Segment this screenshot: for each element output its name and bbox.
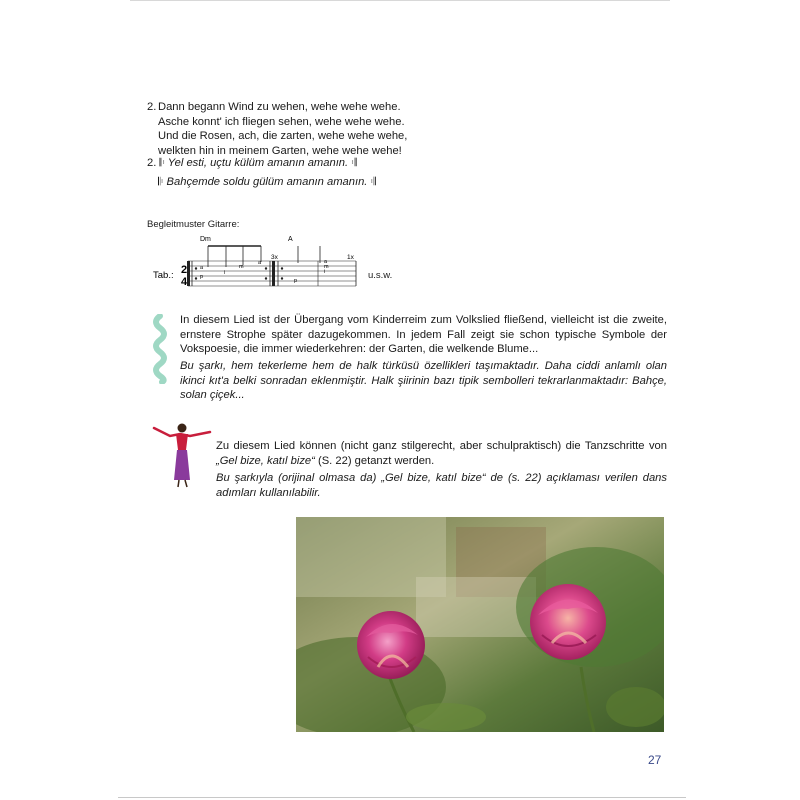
- dance-note-turkish: Bu şarkıyla (orijinal olmasa da) „Gel bize, katıl bize“ de (s. 22) açıklaması verilen dans adımları kullanılabilir.: [216, 472, 667, 499]
- dance-note-german: [216, 439, 667, 468]
- time-signature-top: 2: [181, 264, 188, 276]
- chord-dm: Dm: [200, 236, 211, 243]
- repeat-start-icon: 𝄆: [158, 176, 164, 188]
- svg-text:i: i: [324, 269, 326, 275]
- dance-note-text: Zu diesem Lied können (nicht ganz stilgerecht, aber schulpraktisch) die Tanzschritte von: [216, 440, 667, 452]
- verse-number: 2.: [147, 101, 157, 113]
- svg-text:p: p: [200, 274, 204, 280]
- turkish-verse-number: 2.: [147, 157, 157, 169]
- usw-label: u.s.w.: [368, 270, 393, 281]
- chord-a: A: [288, 236, 293, 243]
- rose-photo: [296, 517, 664, 732]
- top-rule: [130, 0, 670, 1]
- dance-note-text-end: (S. 22) getanzt werden.: [314, 454, 435, 467]
- wave-marker-icon: [150, 314, 170, 384]
- repeat-count-2: 1x: [347, 254, 354, 261]
- time-signature-bottom: 4: [181, 276, 188, 288]
- dance-title-ref: „Gel bize, katıl bize“: [216, 454, 315, 467]
- turkish-verse-line-1: [147, 157, 357, 170]
- verse-line-1: Dann begann Wind zu wehen, wehe wehe wehe.: [158, 101, 401, 113]
- svg-text:p: p: [294, 278, 298, 284]
- repeat-end-icon: 𝄇: [370, 176, 376, 188]
- turkish-line-1-text: Yel esti, uçtu külüm amanın amanın.: [167, 157, 349, 169]
- svg-text:a: a: [200, 265, 204, 271]
- verse-german: [147, 100, 407, 158]
- svg-text:m: m: [324, 264, 329, 270]
- verse-line-2: Asche konnt' ich fliegen sehen, wehe wehe wehe.: [158, 115, 405, 128]
- guitar-pattern-label: Begleitmuster Gitarre:: [147, 219, 240, 230]
- svg-text:a: a: [324, 259, 328, 265]
- svg-text:i: i: [224, 270, 226, 276]
- svg-text:a: a: [258, 260, 262, 266]
- tab-label: Tab.:: [153, 270, 174, 281]
- turkish-verse-line-2: [158, 176, 376, 189]
- repeat-count-1: 3x: [271, 254, 278, 261]
- verse-line-3: Und die Rosen, ach, die zarten, wehe wehe wehe,: [158, 130, 408, 143]
- dancer-icon: [152, 418, 214, 490]
- repeat-end-icon: 𝄇: [351, 157, 357, 169]
- turkish-commentary: Bu şarkı, hem tekerleme hem de halk türküsü özellikleri taşımaktadır. Daha ciddi anlamlı olan ikinci kıt'a belki sonradan eklenmiştir. Halk şiirinin bazı tipik sembolleri tekrarlanmaktadır: Bahçe, solan çiçek...: [180, 360, 667, 402]
- guitar-tab-notation: [148, 232, 363, 292]
- turkish-line-2-text: Bahçemde soldu gülüm amanın amanın.: [166, 176, 368, 188]
- page-number: 27: [648, 753, 662, 767]
- german-commentary: In diesem Lied ist der Übergang vom Kinderreim zum Volkslied fließend, vielleicht ist die zweite, ernstere Strophe später dazugekommen. In jedem Fall zeigt sie schon typische Symbole der Vokspoesie, die immer wiederkehren: der Garten, die welkende Blume...: [180, 314, 667, 356]
- verse-line-4: welkten hin in meinem Garten, wehe wehe wehe!: [158, 144, 402, 157]
- repeat-start-icon: 𝄆: [159, 157, 165, 169]
- bottom-rule: [118, 797, 686, 798]
- svg-text:m: m: [239, 264, 244, 270]
